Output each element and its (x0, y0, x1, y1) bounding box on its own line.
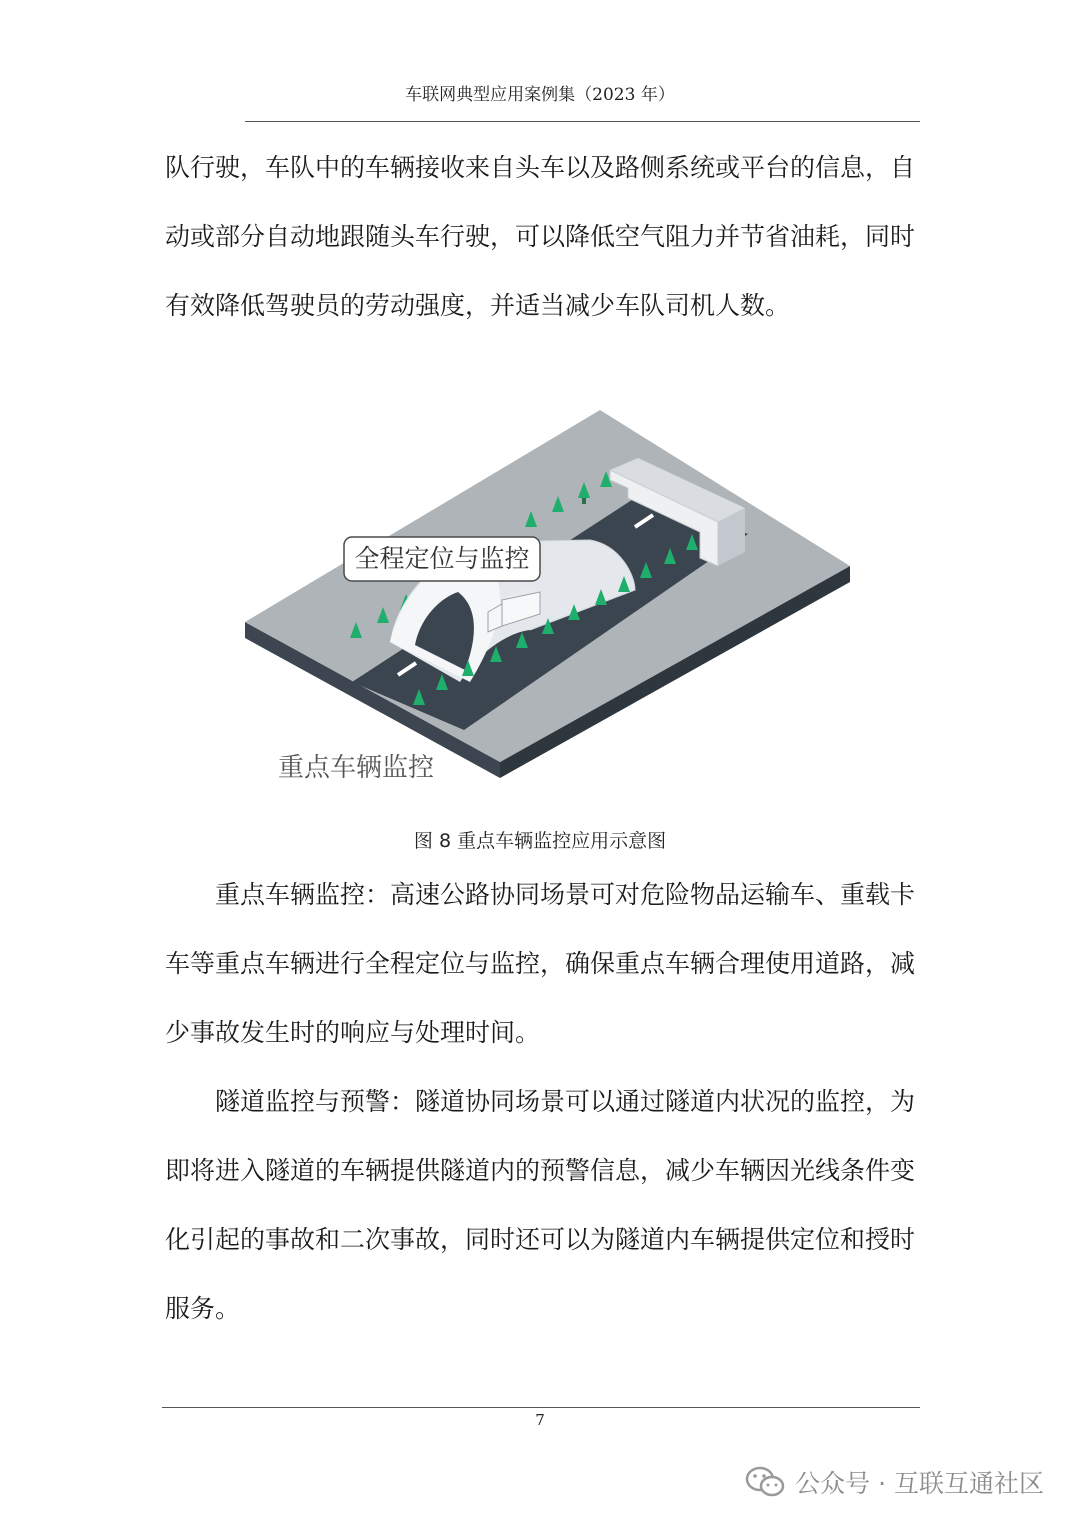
callout (344, 537, 540, 581)
section-tunnel-warning (165, 1067, 920, 1343)
header-divider (245, 121, 920, 122)
paragraph-line: 隧道监控与预警：隧道协同场景可以通过隧道内状况的监控，为 (215, 1087, 916, 1116)
paragraph-line: 有效降低驾驶员的劳动强度，并适当减少车队司机人数。 (165, 291, 791, 320)
page-number: 7 (535, 1411, 545, 1429)
paragraph-line: 即将进入隧道的车辆提供隧道内的预警信息，减少车辆因光线条件变 (165, 1156, 916, 1185)
callout-label: 全程定位与监控 (354, 544, 530, 573)
running-header: 车联网典型应用案例集（2023 年） (405, 85, 675, 105)
paragraph-line: 重点车辆监控：高速公路协同场景可对危险物品运输车、重载卡 (215, 880, 916, 909)
vehicle-monitoring-illustration (240, 400, 860, 790)
paragraph-line: 队行驶，车队中的车辆接收来自头车以及路侧系统或平台的信息，自 (165, 153, 916, 182)
footer-divider (162, 1407, 920, 1408)
watermark-text: 公众号 · 互联互通社区 (795, 1469, 1044, 1498)
paragraph-line: 化引起的事故和二次事故，同时还可以为隧道内车辆提供定位和授时 (165, 1225, 916, 1254)
paragraph-line: 动或部分自动地跟随头车行驶，可以降低空气阻力并节省油耗，同时 (165, 222, 916, 251)
figure-caption: 图 8 重点车辆监控应用示意图 (413, 830, 667, 852)
paragraph-line: 少事故发生时的响应与处理时间。 (165, 1018, 541, 1047)
paragraph-line: 车等重点车辆进行全程定位与监控，确保重点车辆合理使用道路，减 (165, 949, 916, 978)
wechat-icon (745, 1465, 785, 1499)
paragraph-line: 服务。 (165, 1294, 241, 1323)
section-vehicle-monitoring (165, 860, 920, 1067)
figure-title-label: 重点车辆监控 (278, 753, 435, 783)
intro-paragraph (165, 133, 920, 340)
watermark (745, 1462, 1044, 1502)
